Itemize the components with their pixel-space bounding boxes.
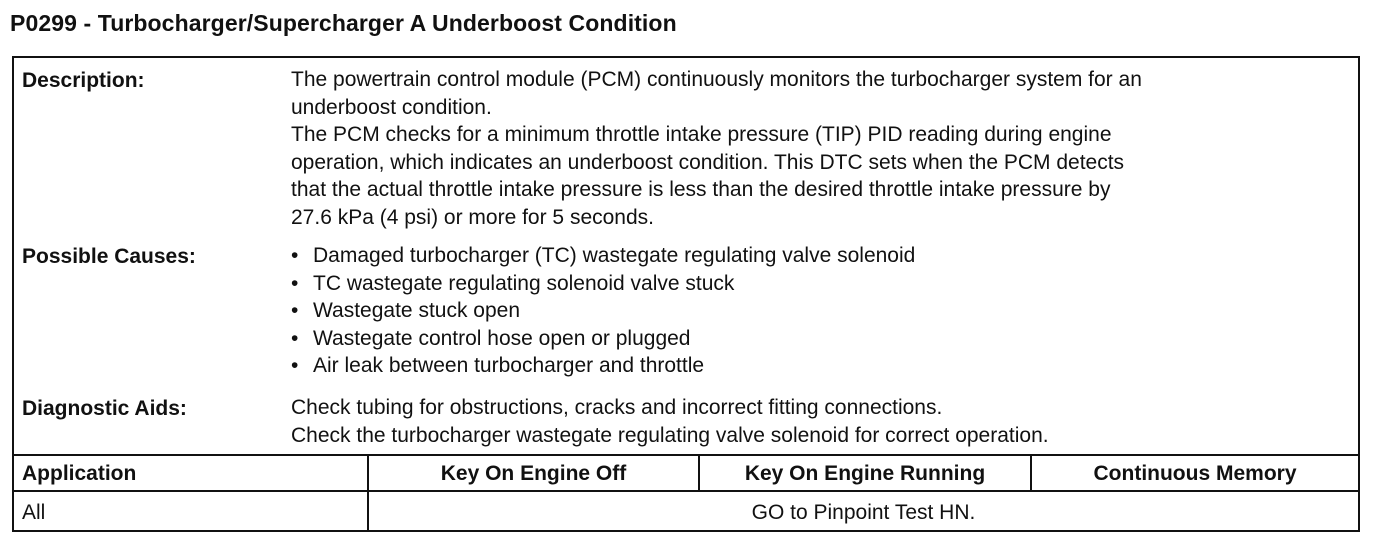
header-key-on-engine-off: Key On Engine Off — [440, 462, 627, 485]
table-divider — [14, 490, 1358, 492]
dtc-info-table — [12, 56, 1360, 532]
cause-text: Wastegate stuck open — [313, 299, 521, 322]
list-item — [291, 325, 915, 353]
description-line: The powertrain control module (PCM) continuously monitors the turbocharger system for an — [291, 68, 1142, 91]
list-item — [291, 242, 915, 270]
bullet-icon: • — [291, 354, 299, 377]
possible-causes-label: Possible Causes: — [22, 245, 196, 268]
list-item — [291, 270, 915, 298]
table-row-action: GO to Pinpoint Test HN. — [751, 501, 976, 524]
bullet-icon: • — [291, 299, 299, 322]
description-line: 27.6 kPa (4 psi) or more for 5 seconds. — [291, 205, 654, 229]
list-item — [291, 352, 915, 380]
header-key-on-engine-running: Key On Engine Running — [744, 462, 986, 485]
description-text — [291, 66, 1142, 231]
page-title: P0299 - Turbocharger/Supercharger A Underboost Condition — [10, 10, 677, 36]
cause-text: Damaged turbocharger (TC) wastegate regulating valve solenoid — [313, 244, 916, 267]
possible-causes-list — [291, 242, 915, 380]
diagnostic-aids-label: Diagnostic Aids: — [22, 397, 187, 420]
aids-line: Check tubing for obstructions, cracks and incorrect fitting connections. — [291, 396, 943, 419]
aids-line: Check the turbocharger wastegate regulating valve solenoid for correct operation. — [291, 423, 1049, 447]
description-line: operation, which indicates an underboost condition. This DTC sets when the PCM detects — [291, 150, 1125, 174]
table-divider — [14, 454, 1358, 456]
cause-text: Wastegate control hose open or plugged — [313, 326, 691, 350]
description-line: that the actual throttle intake pressure is less than the desired throttle intake pressure by — [291, 178, 1111, 201]
header-application: Application — [22, 462, 137, 485]
description-line: The PCM checks for a minimum throttle intake pressure (TIP) PID reading during engine — [291, 123, 1112, 146]
table-row-application: All — [22, 501, 46, 524]
cause-text: Air leak between turbocharger and throttle — [313, 354, 705, 377]
bullet-icon: • — [291, 271, 299, 295]
diagnostic-aids-text — [291, 394, 1049, 449]
bullet-icon: • — [291, 244, 299, 267]
bullet-icon: • — [291, 326, 299, 350]
list-item — [291, 297, 915, 325]
description-line: underboost condition. — [291, 95, 492, 119]
description-label: Description: — [22, 69, 145, 92]
header-continuous-memory: Continuous Memory — [1093, 462, 1297, 485]
cause-text: TC wastegate regulating solenoid valve stuck — [313, 271, 735, 295]
